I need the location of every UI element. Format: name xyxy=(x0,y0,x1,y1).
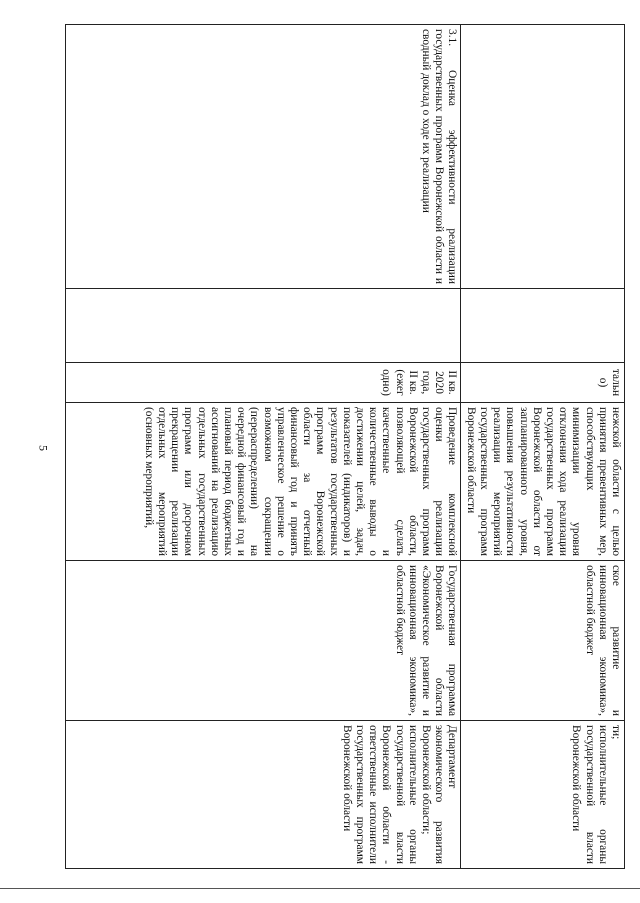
table-cell-executor: ти; исполнительные органы государственной власти Воронежской области xyxy=(461,721,625,869)
table-cell-event xyxy=(461,25,625,289)
table-cell-event: 3.1. Оценка эффективности реализации государственных программ Воронежской области и сводный доклад о ходе их реализации xyxy=(66,25,461,289)
page-number: 5 xyxy=(36,445,51,451)
table-cell-deadline: II кв. 2020 года, II кв. (ежегодно) xyxy=(66,363,461,403)
table-cell-result: нежской области с целью принятия превентивных мер, способствующих минимизации уровня отклонения хода реализации государственных программ Воронежской области от запланированного уровня, повышения результативности реализации мероприятий государственных программ Воронежской области xyxy=(461,403,625,561)
table-cell-source: ское развитие и инновационная экономика», областной бюджет xyxy=(461,561,625,721)
table-cell-deadline: тально) xyxy=(461,363,625,403)
table-cell-source: Государственная программа Воронежской области «Экономическое развитие и инновационная экономика», областной бюджет xyxy=(66,561,461,721)
table-cell-result: Проведение комплексной оценки реализации государственных программ Воронежской области, позволяющей сделать качественные и количественные выводы о достижении целей, задач, показателей (индикаторов) и результатов государственных программ Воронежской области за отчетный финансовый год и принять управленческое решение о возможном сокращении (перераспределении) на очередной финансовый год и плановый период бюджетных ассигнований на реализацию отдельных государственных программ или досрочном прекращении реализации отдельных мероприятий (основных мероприятий, xyxy=(66,403,461,561)
rotated-table-container xyxy=(65,24,625,868)
table-cell-empty xyxy=(66,289,461,363)
table-row xyxy=(461,25,625,869)
table-frame xyxy=(65,24,625,868)
plan-table xyxy=(65,24,625,869)
table-row xyxy=(66,25,461,869)
page-bottom-rule xyxy=(0,888,640,889)
table-cell-empty xyxy=(461,289,625,363)
table-cell-executor: Департамент экономического развития Воронежской области; исполнительные органы государственной власти Воронежской области - ответственные исполнители государственных программ Воронежской области xyxy=(66,721,461,869)
